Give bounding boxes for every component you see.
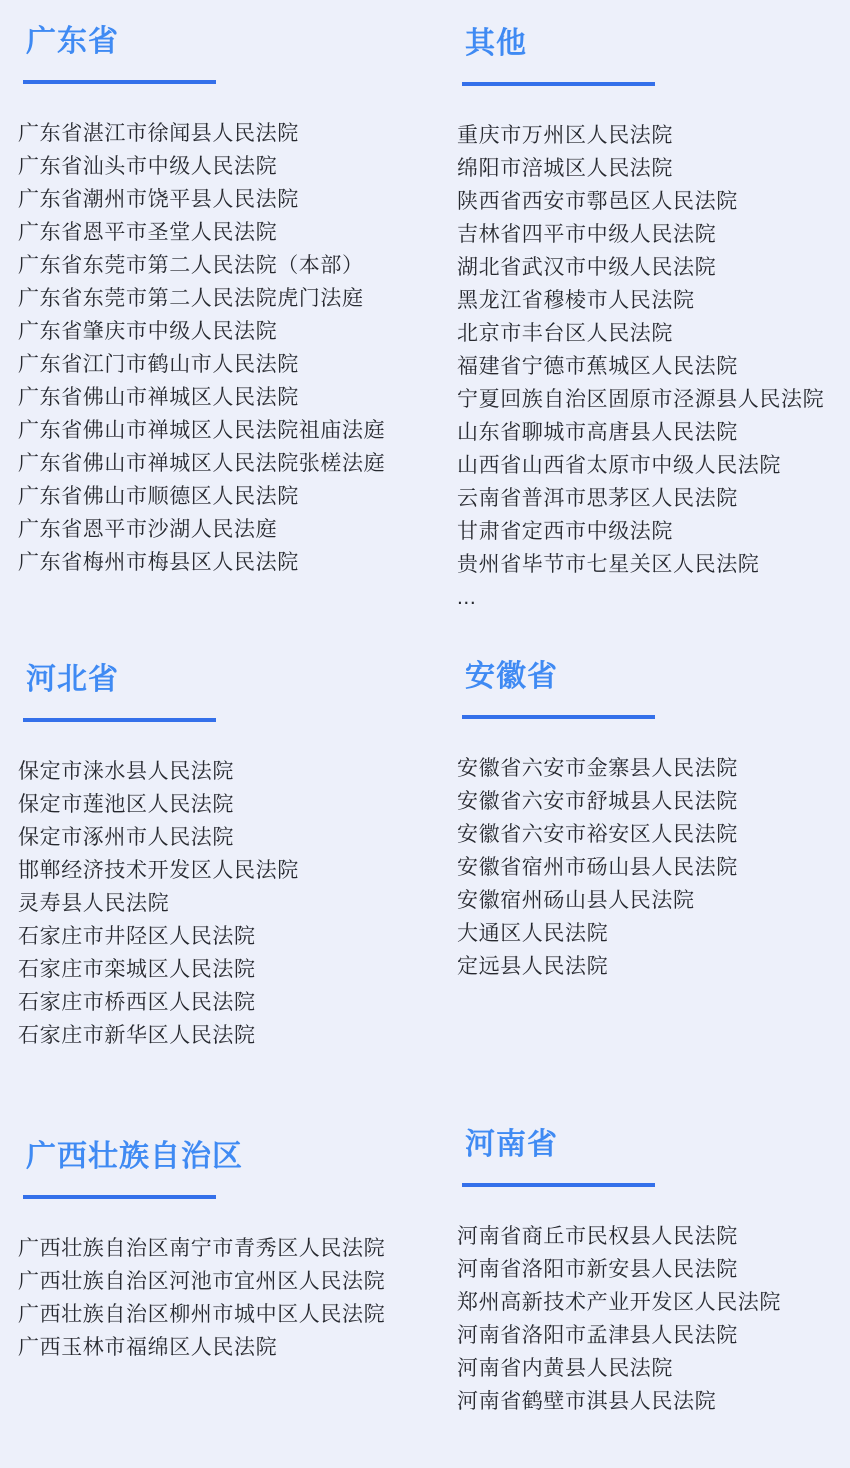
court-list-item: 甘肃省定西市中级法院: [457, 520, 673, 543]
title-underline: [23, 1195, 216, 1199]
court-list-item: 山西省山西省太原市中级人民法院: [457, 454, 781, 477]
section-guangxi: [18, 1140, 443, 1364]
court-list-item: 广东省东莞市第二人民法院虎门法庭: [18, 287, 364, 310]
title-underline: [23, 718, 216, 722]
court-list-guangdong: [18, 117, 443, 579]
court-list-item: 广东省潮州市饶平县人民法院: [18, 188, 299, 211]
court-list-item: 广东省东莞市第二人民法院（本部）: [18, 254, 364, 277]
court-list-item: 广西玉林市福绵区人民法院: [18, 1336, 278, 1359]
section-hebei: [18, 663, 443, 1052]
court-list-item: 石家庄市井陉区人民法院: [18, 925, 256, 948]
court-list-item: 大通区人民法院: [457, 922, 609, 945]
left-column: [18, 0, 443, 1364]
court-list-item: 广东省湛江市徐闻县人民法院: [18, 122, 299, 145]
court-list-item: 郑州高新技术产业开发区人民法院: [457, 1291, 781, 1314]
section-other: [457, 27, 850, 614]
court-list-henan: [457, 1220, 850, 1418]
court-list-item: 广西壮族自治区南宁市青秀区人民法院: [18, 1237, 386, 1260]
section-title-guangxi: 广西壮族自治区: [26, 1140, 243, 1173]
court-list-item: 湖北省武汉市中级人民法院: [457, 256, 717, 279]
court-list-item: ...: [457, 586, 477, 609]
court-list-item: 广东省佛山市禅城区人民法院张槎法庭: [18, 452, 386, 475]
court-list-item: 保定市涞水县人民法院: [18, 760, 234, 783]
court-list-item: 广东省汕头市中级人民法院: [18, 155, 278, 178]
court-list-anhui: [457, 752, 850, 983]
court-list-item: 灵寿县人民法院: [18, 892, 170, 915]
court-list-other: [457, 119, 850, 614]
court-list-guangxi: [18, 1232, 443, 1364]
court-list-item: 广西壮族自治区河池市宜州区人民法院: [18, 1270, 386, 1293]
court-list-item: 广东省恩平市沙湖人民法庭: [18, 518, 278, 541]
court-list-item: 保定市莲池区人民法院: [18, 793, 234, 816]
court-list-item: 宁夏回族自治区固原市泾源县人民法院: [457, 388, 825, 411]
section-anhui: [457, 660, 850, 983]
court-list-item: 广东省佛山市顺德区人民法院: [18, 485, 299, 508]
court-list-item: 山东省聊城市高唐县人民法院: [457, 421, 738, 444]
court-list-item: 广东省江门市鹤山市人民法院: [18, 353, 299, 376]
court-list-item: 保定市涿州市人民法院: [18, 826, 234, 849]
court-list-item: 广西壮族自治区柳州市城中区人民法院: [18, 1303, 386, 1326]
section-title-other: 其他: [465, 27, 527, 60]
court-list-item: 贵州省毕节市七星关区人民法院: [457, 553, 760, 576]
section-title-anhui: 安徽省: [465, 660, 558, 693]
section-title-guangdong: 广东省: [26, 25, 119, 58]
court-list-hebei: [18, 755, 443, 1052]
section-henan: [457, 1128, 850, 1418]
court-list-item: 河南省鹤壁市淇县人民法院: [457, 1390, 717, 1413]
section-title-hebei: 河北省: [26, 663, 119, 696]
court-list-item: 北京市丰台区人民法院: [457, 322, 673, 345]
court-list-item: 石家庄市新华区人民法院: [18, 1024, 256, 1047]
court-list-item: 河南省洛阳市新安县人民法院: [457, 1258, 738, 1281]
title-underline: [462, 82, 655, 86]
court-list-item: 石家庄市桥西区人民法院: [18, 991, 256, 1014]
right-column: [457, 0, 850, 1418]
court-list-item: 广东省佛山市禅城区人民法院: [18, 386, 299, 409]
court-list-item: 广东省恩平市圣堂人民法院: [18, 221, 278, 244]
title-underline: [462, 715, 655, 719]
court-list-item: 绵阳市涪城区人民法院: [457, 157, 673, 180]
court-list-item: 石家庄市栾城区人民法院: [18, 958, 256, 981]
court-list-item: 黑龙江省穆棱市人民法院: [457, 289, 695, 312]
court-list-item: 邯郸经济技术开发区人民法院: [18, 859, 299, 882]
court-list-item: 安徽省宿州市砀山县人民法院: [457, 856, 738, 879]
court-list-item: 河南省商丘市民权县人民法院: [457, 1225, 738, 1248]
court-list-item: 吉林省四平市中级人民法院: [457, 223, 717, 246]
section-title-henan: 河南省: [465, 1128, 558, 1161]
court-list-item: 福建省宁德市蕉城区人民法院: [457, 355, 738, 378]
court-list-item: 河南省洛阳市孟津县人民法院: [457, 1324, 738, 1347]
title-underline: [23, 80, 216, 84]
court-list-item: 云南省普洱市思茅区人民法院: [457, 487, 738, 510]
court-list-item: 安徽省六安市舒城县人民法院: [457, 790, 738, 813]
court-list-item: 安徽宿州砀山县人民法院: [457, 889, 695, 912]
section-guangdong: [18, 25, 443, 579]
court-list-item: 陕西省西安市鄠邑区人民法院: [457, 190, 738, 213]
court-list-item: 广东省肇庆市中级人民法院: [18, 320, 278, 343]
title-underline: [462, 1183, 655, 1187]
court-list-item: 广东省梅州市梅县区人民法院: [18, 551, 299, 574]
court-list-item: 河南省内黄县人民法院: [457, 1357, 673, 1380]
court-list-item: 重庆市万州区人民法院: [457, 124, 673, 147]
court-list-item: 安徽省六安市裕安区人民法院: [457, 823, 738, 846]
court-list-item: 定远县人民法院: [457, 955, 609, 978]
court-list-item: 广东省佛山市禅城区人民法院祖庙法庭: [18, 419, 386, 442]
court-list-item: 安徽省六安市金寨县人民法院: [457, 757, 738, 780]
